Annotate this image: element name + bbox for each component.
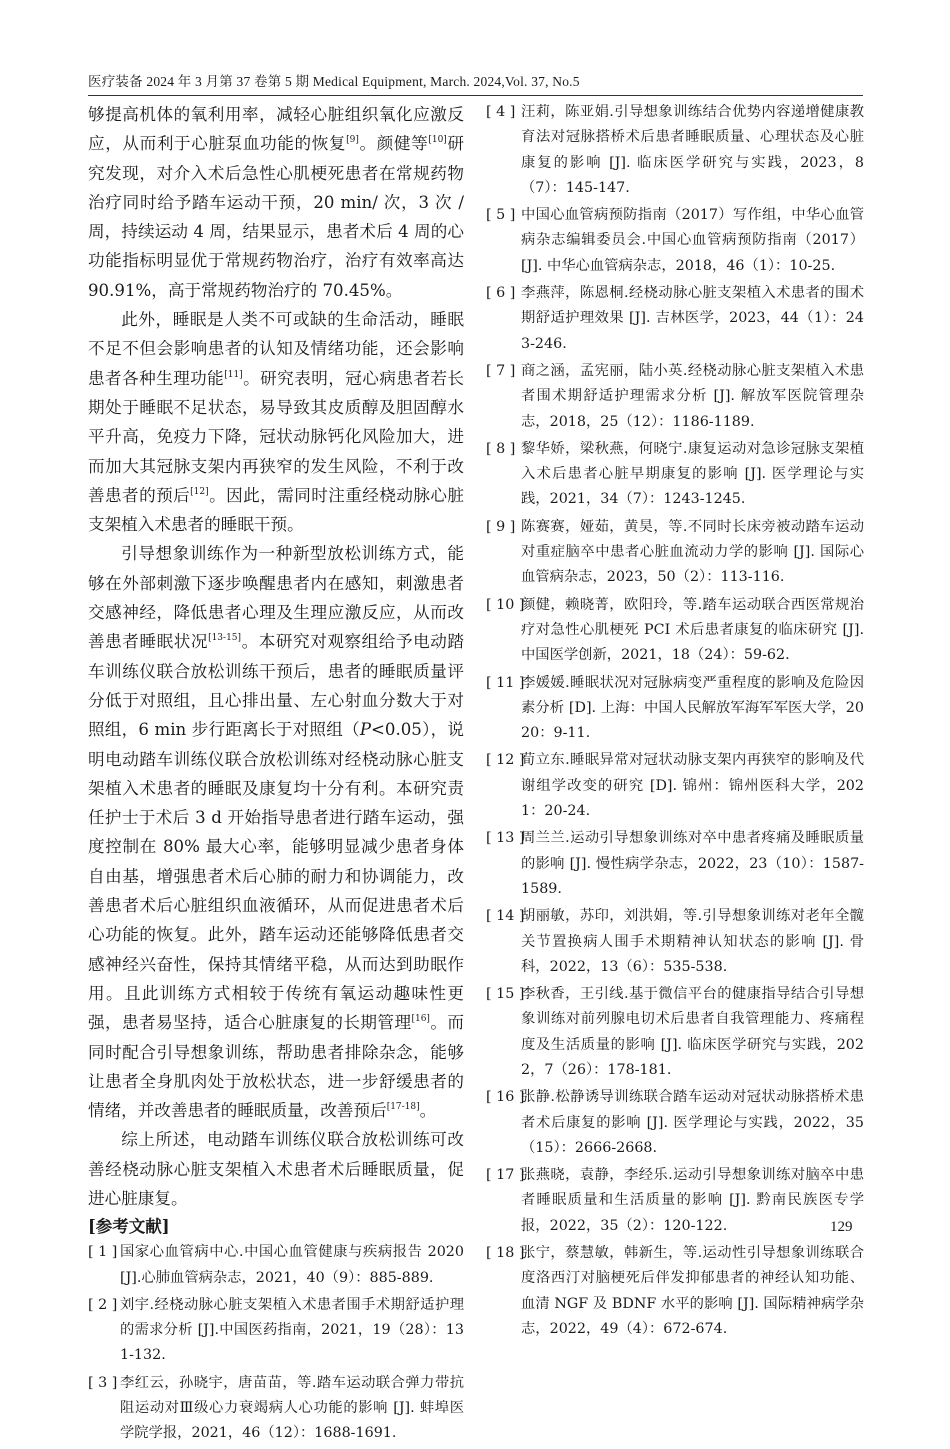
text: 。因此，需同时注重经桡动脉心脏支架植入术患者的睡眠干预。	[88, 485, 465, 535]
reference-number: [ 8 ]	[486, 440, 516, 457]
reference-text: 汪莉，陈亚娟.引导想象训练结合优势内容递增健康教育法对冠脉搭桥术后患者睡眠质量、心理状态及心脏康复的影响 [J]. 临床医学研究与实践，2023，8（7）：145-147.	[521, 104, 864, 196]
reference-number: [ 10 ]	[486, 596, 525, 613]
reference-text: 陈赛赛，娅茹，黄昊，等.不同时长床旁被动踏车运动对重症脑卒中患者心脏血流动力学的影响 [J]. 国际心血管病杂志，2023，50（2）：113-116.	[521, 518, 864, 586]
reference-number: [ 13 ]	[486, 830, 525, 847]
reference-number: [ 18 ]	[486, 1245, 525, 1262]
paragraph-3	[88, 539, 464, 1125]
reference-text: 李媛媛.睡眠状况对冠脉病变严重程度的影响及危险因素分析 [D]. 上海：中国人民解放军海军军医大学，2020：9-11.	[521, 674, 864, 742]
reference-item	[486, 671, 864, 747]
citation: [17-18]	[386, 1102, 420, 1113]
paragraph-4: 综上所述，电动踏车训练仪联合放松训练可改善经桡动脉心脏支架植入术患者术后睡眠质量，促进心脏康复。	[88, 1130, 464, 1208]
references-list-left	[88, 1240, 464, 1446]
reference-text: 李红云，孙晓宇，唐苗苗，等.踏车运动联合弹力带抗阻运动对Ⅲ级心力衰竭病人心功能的影响 [J]. 蚌埠医学院学报，2021，46（12）：1688-1691.	[120, 1374, 464, 1442]
reference-text: 李秋香，王引线.基于微信平台的健康指导结合引导想象训练对前列腺电切术后患者自我管理能力、疼痛程度及生活质量的影响 [J]. 临床医学研究与实践，2022，7（26）：178-181.	[521, 986, 864, 1078]
text: 此外，睡眠是人类不可或缺的生命活动，睡眠不足不但会影响患者的认知及情绪功能，还会影响患者各种生理功能	[88, 310, 464, 388]
reference-text: 张宁，蔡慧敏，韩新生，等.运动性引导想象训练联合度洛西汀对脑梗死后伴发抑郁患者的神经认知功能、血清 NGF 及 BDNF 水平的影响 [J]. 国际精神病学杂志，2022，49（4）：672-674.	[521, 1245, 864, 1337]
reference-text: 张静.松静诱导训练联合踏车运动对冠状动脉搭桥术患者术后康复的影响 [J]. 医学理论与实践，2022，35（15）：2666-2668.	[521, 1089, 864, 1156]
reference-item	[486, 281, 864, 357]
left-column	[88, 100, 464, 1449]
reference-number: [ 2 ]	[88, 1296, 118, 1313]
reference-item	[486, 593, 864, 669]
reference-item	[486, 904, 864, 980]
text: 够提高机体的氧利用率，减轻心脏组织氧化应激反应，从而利于心脏泵血功能的恢复	[88, 105, 464, 154]
reference-item	[486, 748, 864, 824]
citation: [9]	[346, 135, 359, 146]
text: 。研究表明，冠心病患者若长期处于睡眠不足状态，易导致其皮质醇及胆固醇水平升高，免疫力下降，冠状动脉钙化风险加大，进而加大其冠脉支架内再狭窄的发生风险，不利于改善患者的预后	[88, 368, 465, 505]
reference-item	[486, 982, 864, 1083]
reference-number: [ 9 ]	[486, 518, 516, 535]
reference-number: [ 1 ]	[88, 1244, 118, 1261]
reference-number: [ 15 ]	[486, 986, 525, 1003]
reference-item	[486, 203, 864, 279]
reference-number: [ 7 ]	[486, 362, 516, 379]
reference-item	[486, 1241, 864, 1342]
reference-number: [ 6 ]	[486, 285, 516, 302]
citation: [11]	[224, 369, 243, 380]
text: 。而同时配合引导想象训练，帮助患者排除杂念，能够让患者全身肌肉处于放松状态，进一步舒缓患者的情绪，并改善患者的睡眠质量，改善预后	[88, 1013, 465, 1121]
reference-item	[486, 515, 864, 591]
reference-number: [ 16 ]	[486, 1089, 525, 1106]
reference-text: 黎华娇，梁秋燕，何晓宁.康复运动对急诊冠脉支架植入术后患者心脏早期康复的影响 [J]. 医学理论与实践，2021，34（7）：1243-1245.	[521, 440, 864, 508]
reference-item	[88, 1240, 464, 1291]
reference-number: [ 12 ]	[486, 752, 525, 769]
reference-text: 周兰兰.运动引导想象训练对卒中患者疼痛及睡眠质量的影响 [J]. 慢性病学杂志，2022，23（10）：1587-1589.	[521, 830, 864, 897]
citation: [12]	[190, 486, 209, 497]
reference-text: 荀立东.睡眠异常对冠状动脉支架内再狭窄的影响及代谢组学改变的研究 [D]. 锦州：锦州医科大学，2021：20-24.	[521, 752, 864, 820]
reference-text: 商之涵，孟宪丽，陆小英.经桡动脉心脏支架植入术患者围术期舒适护理需求分析 [J]. 解放军医院管理杂志，2018，25（12）：1186-1189.	[521, 362, 864, 430]
reference-text: 胡丽敏，苏印，刘洪娟，等.引导想象训练对老年全髋关节置换病人围手术期精神认知状态的影响 [J]. 骨科，2022，13（6）：535-538.	[521, 908, 864, 975]
reference-text: 颜健，赖晓菁，欧阳玲，等.踏车运动联合西医常规治疗对急性心肌梗死 PCI 术后患者康复的临床研究 [J]. 中国医学创新，2021，18（24）：59-62.	[521, 596, 864, 664]
citation: [10]	[428, 135, 447, 146]
reference-text: 中国心血管病预防指南（2017）写作组，中华心血管病杂志编辑委员会.中国心血管病预防指南（2017）[J]. 中华心血管病杂志，2018，46（1）：10-25.	[521, 207, 864, 274]
reference-item	[486, 359, 864, 435]
reference-number: [ 14 ]	[486, 908, 525, 925]
p-value-symbol: P	[359, 720, 371, 740]
reference-item	[88, 1293, 464, 1369]
reference-item	[486, 100, 864, 201]
citation: [16]	[411, 1014, 430, 1025]
reference-item	[486, 1085, 864, 1161]
reference-number: [ 3 ]	[88, 1374, 118, 1391]
reference-number: [ 17 ]	[486, 1167, 525, 1184]
references-list-right	[486, 100, 864, 1342]
paragraph-1	[88, 100, 464, 305]
reference-text: 张燕晓，袁静，李经乐.运动引导想象训练对脑卒中患者睡眠质量和生活质量的影响 [J]. 黔南民族医专学报，2022，35（2）：120-122.	[521, 1167, 864, 1234]
paragraph-2	[88, 305, 464, 539]
text: 研究发现，对介入术后急性心肌梗死患者在常规药物治疗同时给予踏车运动干预，20 min/ 次，3 次 / 周，持续运动 4 周，结果显示，患者术后 4 周的心功能指标明显优于常规药物治疗，治疗有效率高达 90.91%，高于常规药物治疗的 70.45%。	[88, 134, 465, 300]
reference-number: [ 4 ]	[486, 104, 516, 120]
reference-item	[486, 1163, 864, 1239]
header-rule	[88, 95, 863, 96]
text: 。本研究对观察组给予电动踏车训练仪联合放松训练干预后，患者的睡眠质量评分低于对照组，且心排出量、左心射血分数大于对照组，6 min 步行距离长于对照组（	[88, 632, 465, 740]
reference-item	[486, 826, 864, 902]
text: 引导想象训练作为一种新型放松训练方式，能够在外部刺激下逐步唤醒患者内在感知，刺激患者交感神经，降低患者心理及生理应激反应，从而改善患者睡眠状况	[88, 544, 464, 652]
reference-item	[88, 1371, 464, 1447]
reference-text: 刘宇.经桡动脉心脏支架植入术患者围手术期舒适护理的需求分析 [J].中国医药指南，2021，19（28）：131-132.	[120, 1296, 464, 1364]
reference-item	[486, 437, 864, 513]
text: <0.05），说明电动踏车训练仪联合放松训练对经桡动脉心脏支架植入术患者的睡眠及康复均十分有利。本研究责任护士于术后 3 d 开始指导患者进行踏车运动，强度控制在 80% 最大心率，能够明显减少患者身体自由基，增强患者术后心肺的耐力和协调能力，改善患者术后心脏组织血液循环，从而促进患者术后心功能的恢复。此外，踏车运动还能够降低患者交感神经兴奋性，保持其情绪平稳，从而达到助眠作用。且此训练方式相较于传统有氧运动趣味性更强，患者易坚持，适合心脏康复的长期管理	[88, 720, 464, 1033]
running-head: 医疗装备 2024 年 3 月第 37 卷第 5 期 Medical Equipment, March. 2024,Vol. 37, No.5	[88, 74, 580, 89]
reference-text: 国家心血管病中心.中国心血管健康与疾病报告 2020[J].心肺血管病杂志，2021，40（9）：885-889.	[120, 1244, 464, 1286]
reference-number: [ 5 ]	[486, 207, 516, 224]
reference-text: 李燕萍，陈恩桐.经桡动脉心脏支架植入术患者的围术期舒适护理效果 [J]. 吉林医学，2023，44（1）：243-246.	[521, 285, 864, 352]
right-column	[486, 100, 864, 1344]
citation: [13-15]	[208, 633, 242, 644]
text: 。颜健等	[358, 134, 429, 154]
page-number: 129	[830, 1219, 853, 1235]
references-heading: [参考文献]	[88, 1217, 170, 1237]
reference-number: [ 11 ]	[486, 674, 525, 691]
text: 。	[419, 1101, 437, 1121]
